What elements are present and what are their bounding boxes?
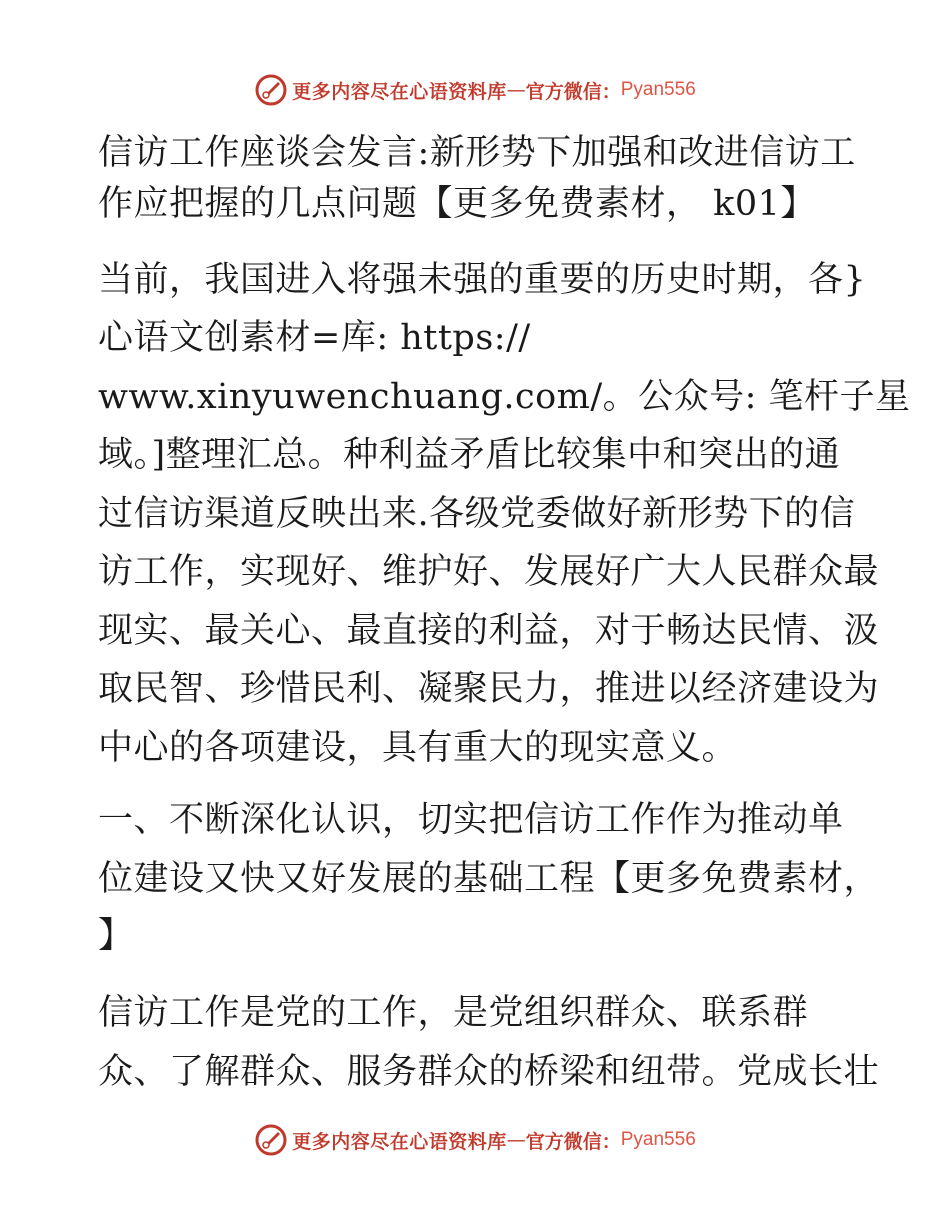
watermark-dash: — bbox=[506, 1129, 526, 1151]
watermark-wechat-id: Pyan556 bbox=[620, 79, 696, 100]
footer-watermark-banner bbox=[0, 1118, 950, 1162]
title-line: 作应把握的几点问题【更多免费素材， k01】 bbox=[98, 184, 816, 224]
paragraph-line: 信访工作是党的工作，是党组织群众、联系群 bbox=[98, 993, 809, 1033]
paragraph-line: 当前，我国进入将强未强的重要的历史时期，各} bbox=[98, 260, 867, 300]
heading-line: 位建设又快又好发展的基础工程【更多免费素材， bbox=[98, 859, 880, 899]
watermark-official-label: 官方微信： bbox=[525, 1130, 621, 1153]
paragraph-line: 访工作，实现好、维护好、发展好广大人民群众最 bbox=[98, 552, 880, 592]
watermark-official-label: 官方微信： bbox=[525, 80, 621, 103]
paragraph-line: 过信访渠道反映出来.各级党委做好新形势下的信 bbox=[98, 494, 856, 534]
header-watermark-banner bbox=[0, 68, 950, 112]
watermark-brand-text: 更多内容尽在心语资料库 bbox=[292, 1130, 507, 1153]
title-line: 信访工作座谈会发言:新形势下加强和改进信访工 bbox=[98, 133, 856, 173]
paragraph-line: 众、了解群众、服务群众的桥梁和纽带。党成长壮 bbox=[98, 1052, 880, 1092]
watermark-dash: — bbox=[506, 79, 526, 101]
heading-line: 】 bbox=[98, 916, 134, 956]
paragraph-line: 中心的各项建设，具有重大的现实意义。 bbox=[98, 728, 738, 768]
watermark-brand-text: 更多内容尽在心语资料库 bbox=[292, 80, 507, 103]
paragraph-line: 现实、最关心、最直接的利益，对于畅达民情、汲 bbox=[98, 611, 880, 651]
paragraph-line: 域。]整理汇总。种利益矛盾比较集中和突出的通 bbox=[98, 435, 841, 475]
paragraph-line: www.xinyuwenchuang.com/。公众号: 笔杆子星 bbox=[98, 377, 911, 417]
watermark-wechat-id: Pyan556 bbox=[620, 1129, 696, 1150]
paragraph-line: 取民智、珍惜民利、凝聚民力，推进以经济建设为 bbox=[98, 669, 880, 709]
quill-seal-icon bbox=[254, 73, 288, 107]
quill-seal-icon bbox=[254, 1123, 288, 1157]
paragraph-line: 心语文创素材=库: https:// bbox=[98, 318, 531, 358]
heading-line: 一、不断深化认识，切实把信访工作作为推动单 bbox=[98, 800, 844, 840]
